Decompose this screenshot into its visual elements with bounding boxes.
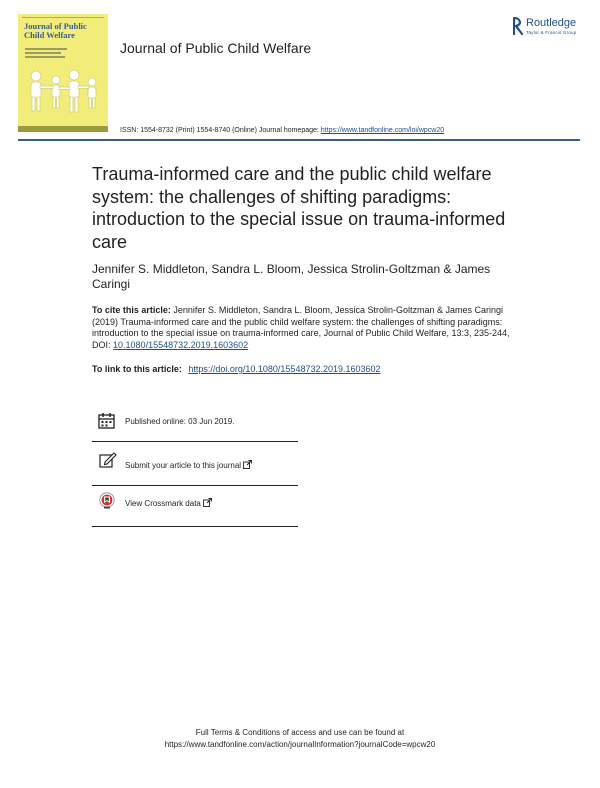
- submit-article-row[interactable]: [92, 448, 298, 482]
- article-title: Trauma-informed care and the public child welfare system: the challenges of shifting paradigms: introduction to the special issue on trauma-informed care: [92, 164, 506, 252]
- citation-doi-link[interactable]: 10.1080/15548732.2019.1603602: [113, 339, 249, 350]
- header-divider: [18, 139, 580, 141]
- citation-text: Jennifer S. Middleton, Sandra L. Bloom, Jessica Strolin-Goltzman & James Caringi (2019) Trauma-informed care and the public child welfare system: the challenges of shifting paradigms: introduction to the special issue on trauma-informed care, Journal of Public Child Welfare, 13:3, 235-244, DOI:: [92, 305, 510, 350]
- footer-journal-info-link[interactable]: https://www.tandfonline.com/action/journalInformation?journalCode=wpcw20: [164, 739, 436, 749]
- journal-name: Journal of Public Child Welfare: [120, 40, 312, 56]
- calendar-icon: [98, 412, 115, 429]
- article-authors: Jennifer S. Middleton, Sandra L. Bloom, Jessica Strolin-Goltzman & James Caringi: [92, 262, 491, 291]
- cover-text-line: [25, 56, 65, 58]
- cover-figures-illustration: [24, 66, 104, 122]
- publisher-name: Routledge: [526, 17, 577, 29]
- crossmark-link[interactable]: [125, 498, 212, 508]
- cover-title: Journal of Public Child Welfare: [24, 21, 87, 40]
- citation-label: To cite this article:: [92, 305, 171, 315]
- journal-homepage-link[interactable]: https://www.tandfonline.com/loi/wpcw20: [320, 127, 445, 134]
- crossmark-icon: [99, 492, 115, 510]
- article-link-line: [92, 364, 381, 374]
- footer-terms-text: Full Terms & Conditions of access and use can be found at: [195, 728, 405, 737]
- row-divider: [92, 441, 298, 442]
- row-divider: [92, 485, 298, 486]
- routledge-logo-icon: [513, 17, 524, 35]
- external-link-icon: [203, 498, 212, 507]
- issn-text: ISSN: 1554-8732 (Print) 1554-8740 (Online) Journal homepage:: [120, 127, 319, 134]
- row-divider: [92, 526, 298, 527]
- article-doi-link[interactable]: https://doi.org/10.1080/15548732.2019.1603602: [188, 364, 381, 374]
- footer: [0, 727, 600, 750]
- link-label: To link to this article:: [92, 364, 182, 374]
- published-row: [92, 407, 298, 441]
- submit-article-label[interactable]: Submit your article to this journal: [125, 461, 242, 470]
- issn-line: [120, 127, 444, 134]
- crossmark-row[interactable]: [92, 488, 298, 522]
- published-date: Published online: 03 Jun 2019.: [125, 417, 235, 426]
- publisher-subtitle: Taylor & Francis Group: [526, 30, 577, 35]
- external-link-icon: [243, 460, 252, 469]
- crossmark-label[interactable]: View Crossmark data: [125, 499, 201, 508]
- citation-block: [92, 305, 512, 351]
- cover-text-line: [25, 48, 67, 50]
- cover-text-line: [25, 52, 61, 54]
- cover-top-rule: [22, 17, 104, 18]
- submit-article-link[interactable]: [125, 460, 252, 470]
- journal-cover-image: [18, 14, 108, 132]
- edit-icon: [99, 452, 117, 468]
- cover-bottom-band: [18, 126, 108, 132]
